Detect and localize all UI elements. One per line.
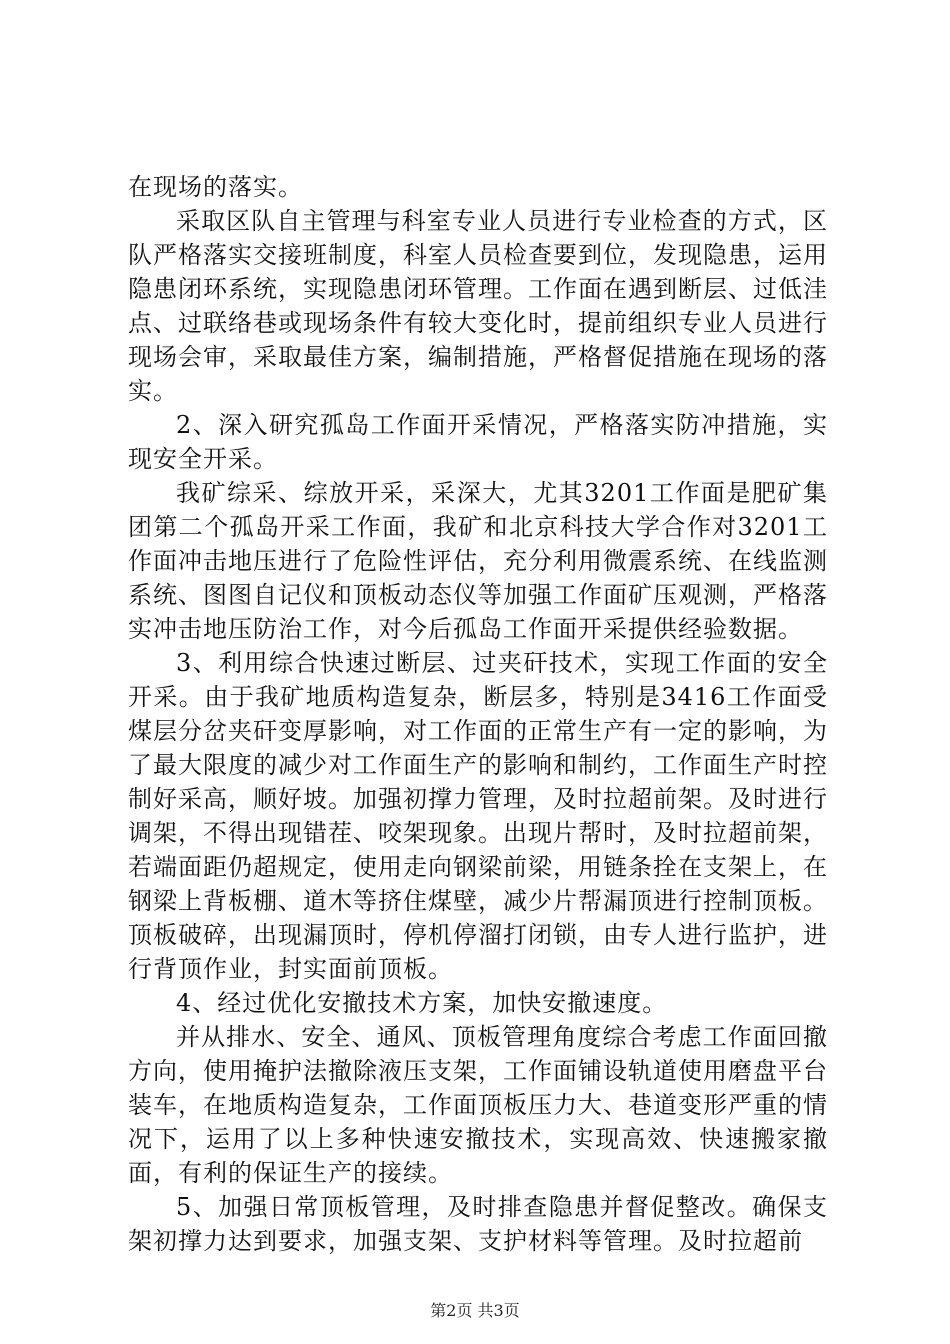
paragraph-item-3: 3、利用综合快速过断层、过夹矸技术，实现工作面的安全开采。由于我矿地质构造复杂，断层多，特别是3416工作面受煤层分岔夹矸变厚影响，对工作面的正常生产有一定的影响，为了最大限度的减少对工作面生产的影响和制约，工作面生产时控制好采高，顺好坡。加强初撑力管理，及时拉超前架。及时进行调架，不得出现错茬、咬架现象。出现片帮时，及时拉超前架，若端面距仍超规定，使用走向钢梁前梁，用链条拴在支架上，在钢梁上背板棚、道木等挤住煤壁，减少片帮漏顶进行控制顶板。顶板破碎，出现漏顶时，停机停溜打闭锁，由专人进行监护，进行背顶作业，封实面前顶板。 (128, 649, 828, 983)
paragraph-item-2-heading: 2、深入研究孤岛工作面开采情况，严格落实防冲措施，实现安全开采。 (128, 411, 828, 473)
paragraph-inspection-method: 采取区队自主管理与科室专业人员进行专业检查的方式，区队严格落实交接班制度，科室人员检查要到位，发现隐患，运用隐患闭环系统，实现隐患闭环管理。工作面在遇到断层、过低洼点、过联络巷或现场条件有较大变化时，提前组织专业人员进行现场会审，采取最佳方案，编制措施，严格督促措施在现场的落实。 (128, 207, 828, 405)
body-text (128, 170, 828, 1258)
paragraph-item-5: 5、加强日常顶板管理，及时排查隐患并督促整改。确保支架初撑力达到要求，加强支架、支护材料等管理。及时拉超前 (128, 1193, 828, 1255)
paragraph-continuation: 在现场的落实。 (128, 173, 303, 201)
paragraph-withdrawal: 并从排水、安全、通风、顶板管理角度综合考虑工作面回撤方向，使用掩护法撤除液压支架，工作面铺设轨道使用磨盘平台装车，在地质构造复杂，工作面顶板压力大、巷道变形严重的情况下，运用了以上多种快速安撤技术，实现高效、快速搬家撤面，有利的保证生产的接续。 (128, 1023, 828, 1187)
page-footer: 第2页 共3页 (430, 1301, 520, 1320)
paragraph-island-face: 我矿综采、综放开采，采深大，尤其3201工作面是肥矿集团第二个孤岛开采工作面，我矿和北京科技大学合作对3201工作面冲击地压进行了危险性评估，充分利用微震系统、在线监测系统、图图自记仪和顶板动态仪等加强工作面矿压观测，严格落实冲击地压防治工作，对今后孤岛工作面开采提供经验数据。 (128, 479, 828, 643)
paragraph-item-4-heading: 4、经过优化安撤技术方案，加快安撤速度。 (176, 989, 668, 1017)
